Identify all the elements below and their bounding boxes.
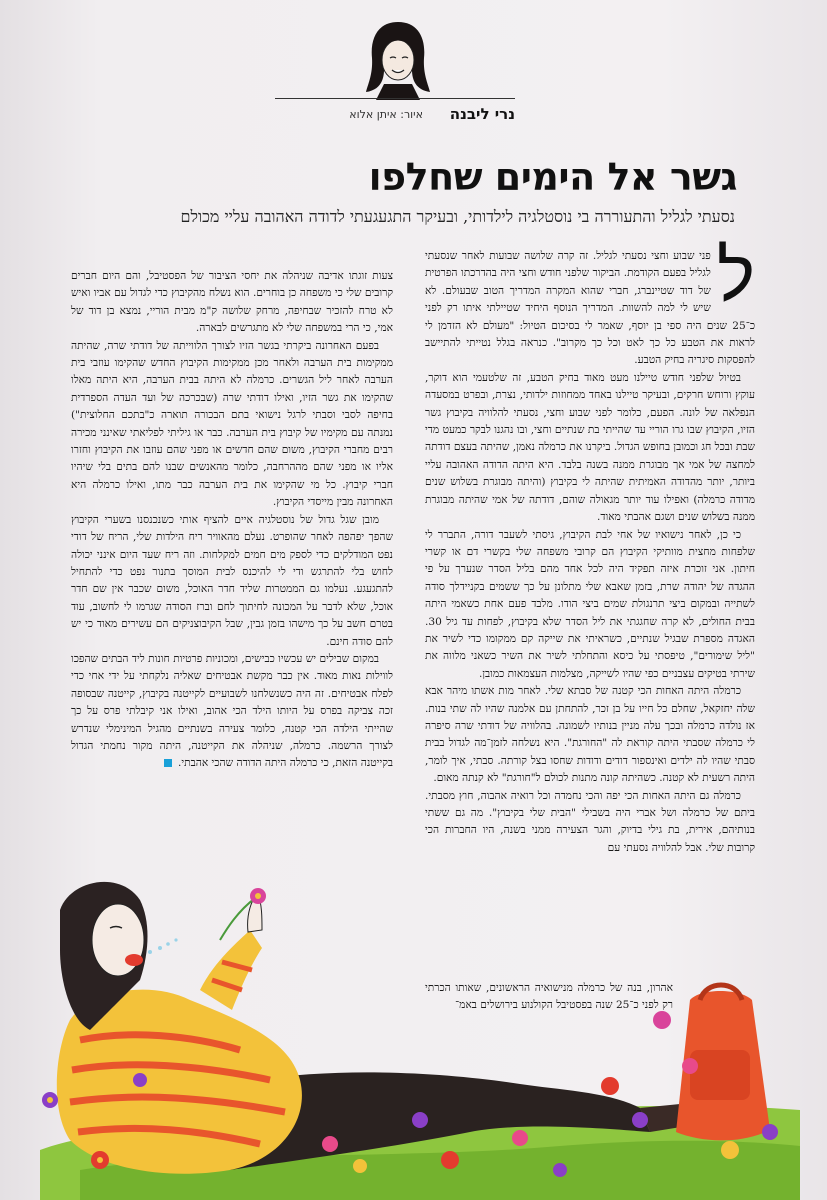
paragraph: כרמלה גם היתה האחות הכי יפה והכי נחמדה וכל רואיה אהבוה, חוץ מסבתי. ביתם של כרמלה ושל אברי היה בשבילי "הבית שלי בקיבוץ". מה גם ששתי בנותיהם, אירית, בת גילי בדיוק, והגר הצעירה ממני בשנה, היו החברות הכי קרובות שלי. אבל להלוויה נסעתי עם bbox=[425, 789, 755, 854]
paragraph: כרמלה היתה האחות הכי קטנה של סבתא שלי. לאחר מות אשתו מיהר אבא שלה יחזקאל, שחלם כל חייו על בן זכר, להתחתן עם אלמנה שהיו לה שתי בנות. אז נולדה כרמלה ובכך עלה מניין בנותיו לשמונה. בהלוויה של דודתי שרה סיפרה לי כרמלה שסבתי היתה קוראת לה "החורגת". היא נשלחה לזמן־מה לגדול בבית סבתי שהיו לה ילדים ואינספור דודים ודודות שחסו בצל קורתה. סבתי, איך לומר, היתה רשעית לא קטנה. כשהיתה קונה מתנות לכולם ל"חורגת" לא קנתה מאום. bbox=[425, 685, 755, 785]
article-column-left bbox=[71, 268, 393, 773]
paragraph: בטיול שלפני חודש טיילנו מעט מאוד בחיק הטבע, זה שלטעמי הוא דוקר, עוקץ ורוחש חרקים, ובעיקר טיילנו באחד ממחוזות ילדותי, נצרת, ובפרט במסעדה הנפלאה של לונה. הפעם, כלומר לפני שבוע וחצי, נסעתי להלוויה בקיבוץ גשר הזיו, הקיבוץ שבו גרו הוריי עד שהייתי בת שנתיים וחצי, ובו נהגנו לבקר כמעט מדי שבת ובכל חג וכמובן בחופש הגדול. ביקרנו את כרמלה נאמן, שהיתה בעצם דודתה למחצה של אמי אך מבוגרת ממנה בשנה בלבד. היא היתה הדודה האהובה עליי ביותר, יותר מהדודה האמיתית שהיתה לי בקיבוץ (והיתה מבוגרת בשלוש שנים מדודה כרמלה) ואפילו עוד יותר מגאולה שוהם, דודתה של אמי שהיתה מבוגרת ממנה בשלוש שנים ושגם אהבתי מאוד. bbox=[425, 371, 755, 524]
illustrator-credit: איור: איתן אלוא bbox=[349, 108, 423, 121]
article-column-continuation bbox=[425, 980, 673, 1015]
end-of-article-icon bbox=[164, 759, 172, 767]
byline bbox=[275, 98, 515, 135]
paragraph: כי כן, לאחר נישואיו של אחי לבת הקיבוץ, גיסתי לשעבר דורה, התברר לי שלפחות מחצית מוותיקי הקיבוץ הם קרובי משפחה שלי בקשרי דם או קשרי חיתון. אני זוכרת איזה תפקיד היה לכל אחד מהם בליל הסדר שנערך על פי ההגדה של יהודה שרת, בזמן שאבא שלי מתלונן על כך ששמים בקניידלך סודה לשתייה ובמקום ביצי תרנגולת שמים ביצי הודו. מלבד פעם אחת כשאמי היתה בבית החולים, לא קרה שחגגתי את ליל הסדר שלא בקיבוץ, לפחות עד גיל 30. האגדה מספרת שבגיל שנתיים, כשראיתי את שייקה קם ממקומו כדי לשיר את "ליל שימורים", טיפסתי על כיסא והתחלתי לשיר את השיר כשאני מלווה את שירתי בטיקים עצבניים כפי שהיו לשייקה, מצלמות העצמאות כמובן. bbox=[425, 528, 755, 680]
paragraph-text: פני שבוע וחצי נסעתי לגליל. זה קרה שלושה שבועות לאחר שנסעתי לגליל בפעם הקודמת. הביקור שלפני חודש וחצי היה בהדרכתו הפרטית של דוד שטיינברג, חברי שהוא המקרה המדריך הטוב שבעולם. לא שיש לי למה להשוות. המדריך הנוסף היחיד שטיילתי איתו רק לפני כ־25 שנים היה ספי בן יוסף, שאמר לי בסיכום הטיול: "מעולם לא הזדמן לי לראות את הטבע כל כך לאט וכל כך מקרוב". כנראה בגלל נטייתי להתיישב להפסקות סיגריה בחיק הטבע. bbox=[425, 250, 755, 367]
paragraph bbox=[71, 651, 393, 773]
paragraph: אהרון, בנה של כרמלה מנישואיה הראשונים, שאותו הכרתי רק לפני כ־25 שנה בפסטיבל הקולנוע בירושלים באמ־ bbox=[425, 982, 673, 1012]
paragraph: מובן שגל גדול של נוסטלגיה איים להציף אותי כשנכנסנו בשערי הקיבוץ שהפך יפהפה לאחר שהופרט. נעלם מהאוויר ריח הילדות שלי, הריח של דודי נפט המודלקים כדי לספק מים חמים למקלחות. וזה ריח שעד היום אינני יכולה לחוש בלי להתרגש ודי לי להיכנס לבית המוסך בתנור נפט כדי להתחיל להתגעגע. נעלמו גם הממטרות שליד חדר האוכל, משום שכבר אין שם חדר אוכל, שלא לדבר על המכונה לחיתוך לחם וברז הסודה שגרמו לי לחשוב, עוד בטרם חשב על כך מישהו בזמן גבין, שבל הקיבוצניקים הם עשירים מאוד כי יש להם סודה חינם. bbox=[71, 513, 393, 648]
paragraph: בפעם האחרונה ביקרתי בגשר הזיו לצורך הלווייתה של דודתי שרה, שהיתה ממקימות בית הערבה ולאחר מכן ממקימות הקיבוץ החדש שהקימו עוזבי בית הערבה לאחר ליל הגשרים. כרמלה לא היתה בבית הערבה, היא היתה מאלו שהקימו את גשר הזיו, ואילו דודתי שרה (שבכרכה של ועד העדה הספרדית בחיפה לסבי וסבתי לרגל נישואי בתם הבכורה תוארה כ"בתכם החלוצית") נמנתה עם מקימיו של קיבוץ בית הערבה. כבר או גיליתי לפליאתי שאינני מכירה רבים מחברי הקיבוץ, משום שהם חדשים או מפני שהם עוזבו את הקיבוץ וחזרו אליו או מפני שהם מההרחבה, כלומר מהאנשים שבנו להם בתים בלי שיהיו חברי קיבוץ. כל מי שהקימו את בית הערבה כבר מתו, ואילו כרמלה היא האחרונה מבין מייסדי הקיבוץ. bbox=[71, 339, 393, 509]
article-headline: גשר אל הימים שחלפו bbox=[368, 155, 737, 199]
paragraph bbox=[425, 233, 755, 370]
author-name: נרי ליבנה bbox=[449, 105, 515, 123]
article-column-right bbox=[425, 233, 755, 857]
article-subtitle: נסעתי לגליל והתעוררה בי נוסטלגיה לילדותי, ובעיקר התגעגעתי לדודה האהובה עליי מכולם bbox=[180, 207, 735, 226]
paragraph: צעות זוגתו אדיבה שניהלה את יחסי הציבור של הפסטיבל, והם היום חברים קרובים שלי כי משפחה כן בוחרים. הוא נשלח מהקיבוץ כדי לגדול עם אביו ואיש לא טרח להזכיר שבחיפה, מרחק שלושה ק"מ מבית הוריי, נמצא בן דוד של אמי, כי הרי במשפחה שלי לא מתגרשים לבארה. bbox=[71, 270, 393, 335]
drop-cap: ל bbox=[716, 233, 755, 317]
reclining-woman-illustration bbox=[0, 870, 827, 1200]
author-portrait-icon bbox=[362, 18, 434, 100]
paragraph-text: במקום שבילים יש עכשיו כבישים, ומכוניות פרטיות חונות ליד הבתים שהפכו לווילות נאות מאוד. אין כבר מקשת אבטיחים שאליה נלקחתי על ידי אחי כדי לפלח אבטיחים. זה היה כשנשלחנו לשבועיים לקייטנה בקיבוץ, קייטנה שבסופה זכה צביקה בפרס על היותו הילד הכי אהוב, ואילו אני קיבלתי פרס על כך שהייתי הילדה הכי קטנה, כלומר צעירה בשנתיים מהגיל המינימלי שנדרש לצורך הרשמה. כרמלה, שניהלה את הקייטנה, היתה מקור נחמתי הגדול בקייטנה הזאת, כי כרמלה היתה הדודה שהכי אהבתי. bbox=[71, 652, 393, 770]
